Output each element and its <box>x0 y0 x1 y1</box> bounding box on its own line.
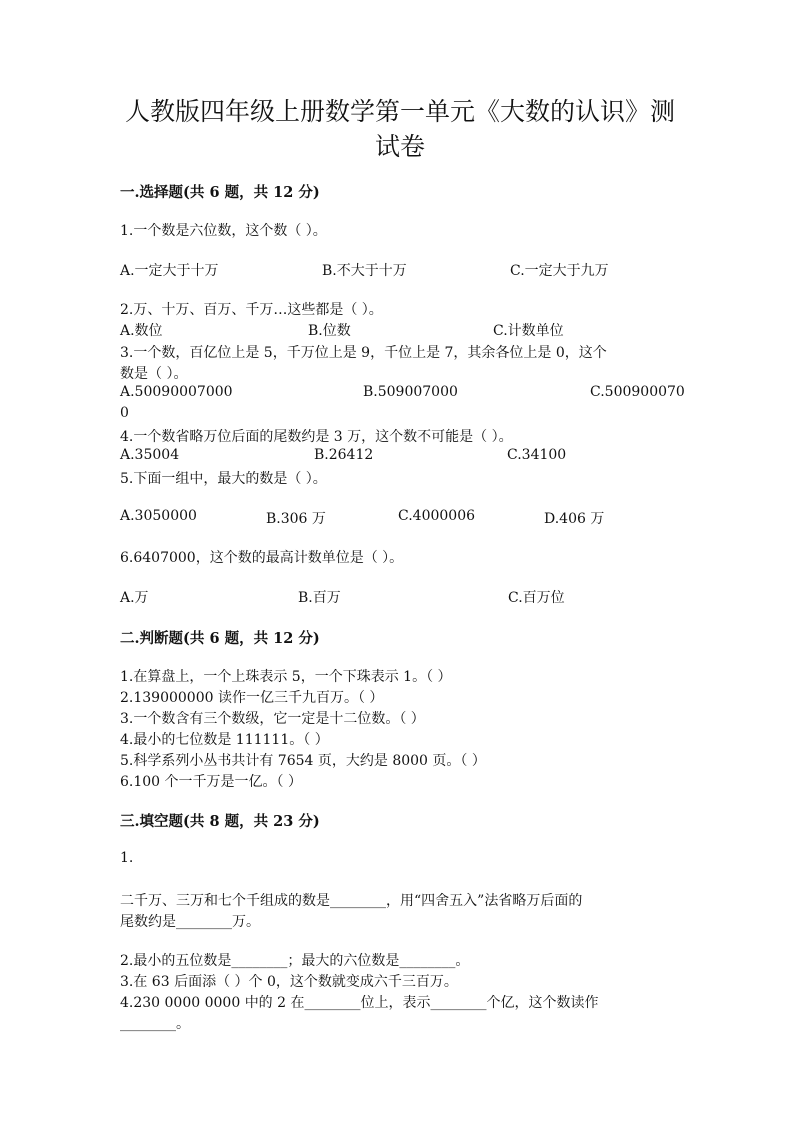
question-6: 6.6407000，这个数的最高计数单位是（ ）。 <box>120 550 404 566</box>
q5-option-b: B.306 万 <box>266 511 326 527</box>
question-1: 1.一个数是六位数，这个数（ ）。 <box>120 223 327 239</box>
question-2: 2.万、十万、百万、千万…这些都是（ ）。 <box>120 302 383 318</box>
q3-option-c: C.500900070 <box>590 384 685 400</box>
fill-question-2: 2.最小的五位数是________；最大的六位数是________。 <box>120 953 470 969</box>
fill-question-1-number: 1. <box>120 850 134 866</box>
tf-item-5: 5.科学系列小丛书共计有 7654 页，大约是 8000 页。（ ） <box>120 753 486 769</box>
q3-option-b: B.509007000 <box>363 384 458 400</box>
q5-option-a: A.3050000 <box>120 508 197 524</box>
q3-option-c-continued: 0 <box>120 405 129 421</box>
tf-item-2: 2.139000000 读作一亿三千九百万。（ ） <box>120 690 384 706</box>
section-heading-choice: 一.选择题(共 6 题，共 12 分) <box>120 184 320 201</box>
q2-option-a: A.数位 <box>120 323 163 339</box>
q5-option-d: D.406 万 <box>544 511 605 527</box>
q4-option-a: A.35004 <box>120 447 180 463</box>
fill-question-4-line-1: 4.230 0000 0000 中的 2 在________位上，表示________个亿，这个数读作 <box>120 995 599 1011</box>
section-heading-fill-blank: 三.填空题(共 8 题，共 23 分) <box>120 813 320 830</box>
question-4: 4.一个数省略万位后面的尾数约是 3 万，这个数不可能是（ ）。 <box>120 429 513 445</box>
title-line-2: 试卷 <box>374 132 425 161</box>
tf-item-6: 6.100 个一千万是一亿。（ ） <box>120 774 302 790</box>
q1-option-a: A.一定大于十万 <box>120 263 219 279</box>
q6-option-c: C.百万位 <box>508 590 565 606</box>
q4-option-c: C.34100 <box>507 447 567 463</box>
q2-option-b: B.位数 <box>308 323 351 339</box>
page-title <box>110 94 690 164</box>
q1-option-b: B.不大于十万 <box>322 263 407 279</box>
fill-question-3: 3.在 63 后面添（ ）个 0，这个数就变成六千三百万。 <box>120 974 458 990</box>
question-3-line-2: 数是（ ）。 <box>120 366 188 382</box>
question-5: 5.下面一组中，最大的数是（ ）。 <box>120 471 327 487</box>
q5-option-c: C.4000006 <box>398 508 476 524</box>
fill-question-1-line-2: 尾数约是________万。 <box>120 914 260 930</box>
q2-option-c: C.计数单位 <box>493 323 564 339</box>
question-3-line-1: 3.一个数，百亿位上是 5，千万位上是 9，千位上是 7，其余各位上是 0，这个 <box>120 345 607 361</box>
q3-option-a: A.50090007000 <box>120 384 233 400</box>
tf-item-3: 3.一个数含有三个数级，它一定是十二位数。（ ） <box>120 711 425 727</box>
fill-question-1-line-1: 二千万、三万和七个千组成的数是________，用“四舍五入”法省略万后面的 <box>120 893 583 909</box>
q1-option-c: C.一定大于九万 <box>510 263 609 279</box>
section-heading-true-false: 二.判断题(共 6 题，共 12 分) <box>120 630 320 647</box>
tf-item-1: 1.在算盘上，一个上珠表示 5，一个下珠表示 1。（ ） <box>120 669 452 685</box>
fill-question-4-line-2: ________。 <box>120 1016 190 1032</box>
tf-item-4: 4.最小的七位数是 111111。（ ） <box>120 732 329 748</box>
q6-option-b: B.百万 <box>298 590 341 606</box>
q4-option-b: B.26412 <box>314 447 374 463</box>
q6-option-a: A.万 <box>120 590 149 606</box>
title-line-1: 人教版四年级上册数学第一单元《大数的认识》测 <box>124 97 675 126</box>
